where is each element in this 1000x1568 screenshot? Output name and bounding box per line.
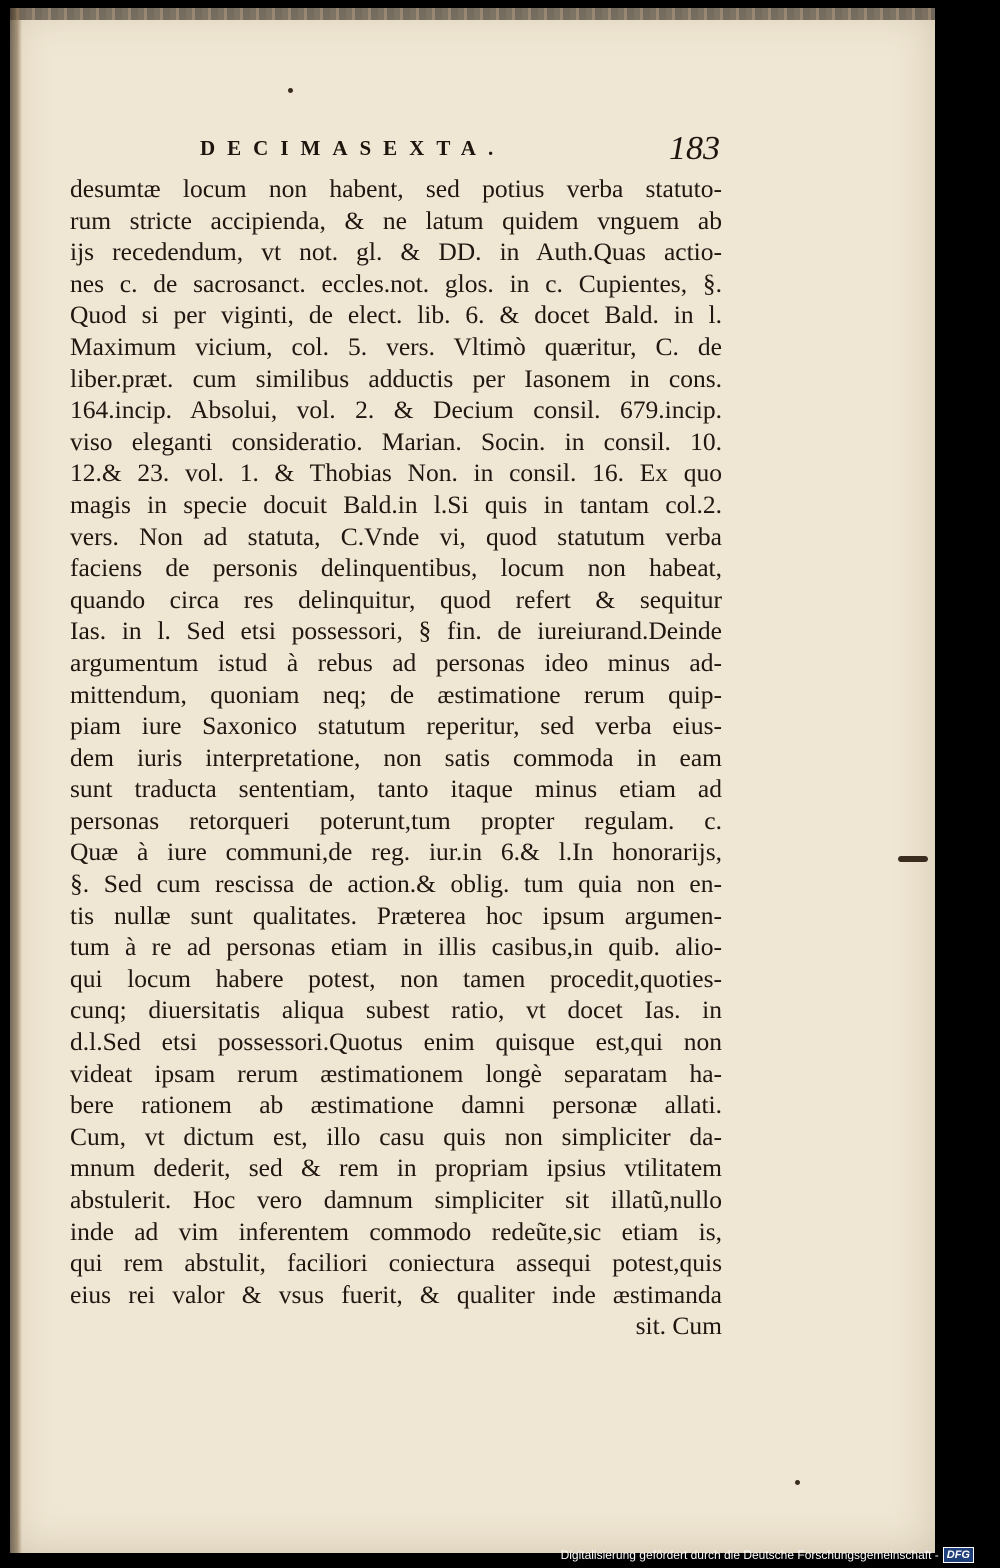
text-line: bere rationem ab æstimatione damni personæ allati. [70, 1090, 722, 1120]
text-line: abstulerit. Hoc vero damnum simpliciter sit illatũ,nullo [70, 1185, 722, 1214]
funding-credit: Digitalisierung gefördert durch die Deutsche Forschungsgemeinschaft - [560, 1548, 939, 1562]
text-line: eius rei valor & vsus fuerit, & qualiter inde æstimanda [70, 1279, 722, 1309]
text-line: tum à re ad personas etiam in illis casibus,in quib. alio- [70, 932, 722, 962]
text-line: §. Sed cum rescissa de action.& oblig. tum quia non en- [70, 869, 722, 899]
running-title: DECIMASEXTA. [200, 136, 506, 160]
text-line: qui rem abstulit, faciliori coniectura assequi potest,quis [70, 1248, 722, 1278]
ink-speck [795, 1480, 800, 1485]
text-line: liber.præt. cum similibus adductis per Iasonem in cons. [70, 363, 722, 393]
text-line: Ias. in l. Sed etsi possessori, § fin. de iureiurand.Deinde [70, 616, 722, 646]
text-line: cunq; diuersitatis aliqua subest ratio, vt docet Ias. in [70, 995, 722, 1025]
text-line: Maximum vicium, col. 5. vers. Vltimò quæritur, C. de [70, 331, 722, 361]
page-top-edge [10, 8, 935, 20]
text-line: rum stricte accipienda, & ne latum quidem vnguem ab [70, 205, 722, 235]
text-line: Quod si per viginti, de elect. lib. 6. & docet Bald. in l. [70, 300, 722, 330]
page-header [200, 130, 720, 172]
text-line: sunt traducta sententiam, tanto itaque minus etiam ad [70, 774, 722, 804]
text-line: inde ad vim inferentem commodo redeũte,sic etiam is, [70, 1216, 722, 1246]
digitization-footer [561, 1546, 974, 1564]
text-line: piam iure Saxonico statutum reperitur, sed verba eius- [70, 711, 722, 741]
text-line: ijs recedendum, vt not. gl. & DD. in Auth.Quas actio- [70, 237, 722, 267]
text-line: 164.incip. Absolui, vol. 2. & Decium consil. 679.incip. [70, 395, 722, 425]
text-line: magis in specie docuit Bald.in l.Si quis in tantam col.2. [70, 489, 722, 519]
text-line: Cum, vt dictum est, illo casu quis non simpliciter da- [70, 1121, 722, 1151]
dfg-logo-icon: DFG [943, 1547, 974, 1563]
text-line: viso eleganti consideratio. Marian. Socin. in consil. 10. [70, 426, 722, 456]
text-line: 12.& 23. vol. 1. & Thobias Non. in consil. 16. Ex quo [70, 458, 722, 488]
text-line: vers. Non ad statuta, C.Vnde vi, quod statutum verba [70, 521, 722, 551]
text-line: mittendum, quoniam neq; de æstimatione rerum quip- [70, 679, 722, 709]
book-page [10, 8, 935, 1553]
text-line: Quæ à iure communi,de reg. iur.in 6.& l.In honorarijs, [70, 837, 722, 867]
text-line: faciens de personis delinquentibus, locum non habeat, [70, 553, 722, 583]
page-number: 183 [669, 130, 720, 167]
text-line: mnum dederit, sed & rem in propriam ipsius vtilitatem [70, 1153, 722, 1183]
body-text [70, 173, 722, 1342]
page-binding-edge [10, 8, 22, 1553]
ink-speck [288, 88, 293, 93]
text-line: d.l.Sed etsi possessori.Quotus enim quisque est,qui non [70, 1027, 722, 1057]
text-line: quando circa res delinquitur, quod refert & sequitur [70, 584, 722, 614]
margin-mark [898, 856, 928, 862]
text-line: dem iuris interpretatione, non satis commoda in eam [70, 742, 722, 772]
text-line: desumtæ locum non habent, sed potius verba statuto- [70, 174, 722, 203]
text-line: argumentum istud à rebus ad personas ideo minus ad- [70, 647, 722, 677]
text-line: personas retorqueri poterunt,tum propter regulam. c. [70, 805, 722, 835]
text-line: videat ipsam rerum æstimationem longè separatam ha- [70, 1058, 722, 1088]
text-line: tis nullæ sunt qualitates. Præterea hoc ipsum argumen- [70, 900, 722, 930]
text-line: sit. Cum [635, 1311, 722, 1341]
text-line: nes c. de sacrosanct. eccles.not. glos. in c. Cupientes, §. [70, 268, 722, 298]
text-line: qui locum habere potest, non tamen procedit,quoties- [70, 963, 722, 993]
